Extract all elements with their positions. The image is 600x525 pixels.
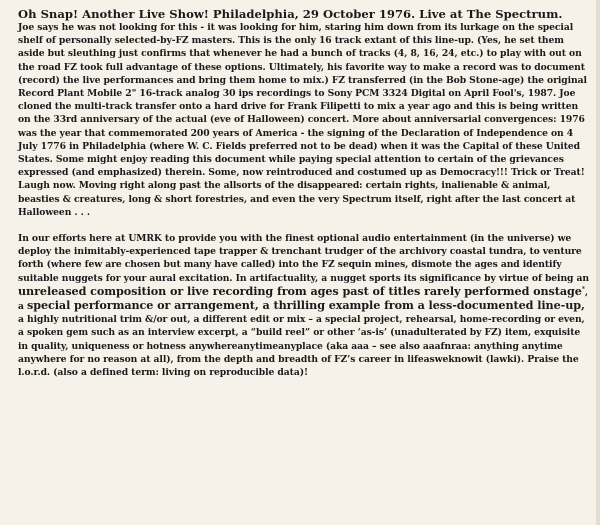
paragraph-umrk-comma: , a [18, 286, 588, 313]
emphasis-special-performance: special performance or arrangement, a thrilling example from a less-documented line-up, [27, 298, 585, 313]
footnote-mark: * [581, 285, 585, 293]
paragraph-intro: Joe says he was not looking for this - it was looking for him, staring him down from its lurkage on the special shelf of personally selected-by-FZ masters. This is the only 16 track extant of this line-up. (Yes, he set them aside but sleuthing just confirms that whenever he had a bunch of tracks (4, 8, 16, 24, etc.) to play with out on the road FZ took full advantage of these options. Ultimately, his favorite way to make a record was to document (record) the live performances and bring them home to mix.) FZ transferred (in the Bob Stone-age) the original Record Plant Mobile 2" 16-track analog 30 ips recordings to Sony PCM 3324 Digital on April Fool's, 1987. Joe cloned the multi-track transfer onto a hard drive for Frank Filipetti to mix a year ago and this is being written on the 33rd anniversary of the actual (eve of Halloween) concert. More about anniversarial convergences: 1976 was the year that commemorated 200 years of America - the signing of the Declaration of Independence on 4 July 1776 in Philadelphia (where W. C. Fields preferred not to be dead) when it was the Capital of these United States. Some might enjoy reading this document while paying special attention to certain of the grievances expressed (and emphasized) therein. Some, now reintroduced and costumed up as Democracy!!! Trick or Treat! Laugh now. Moving right along past the allsorts of the disappeared: certain rights, inalienable & animal, beasties & creatures, long & short forestries, and even the very Spectrum itself, right after the last concert at Halloween . . . [18, 22, 587, 218]
paragraph-spacer [18, 219, 592, 232]
paragraph-umrk-part1: In our efforts here at UMRK to provide you with the finest optional audio entertainment (in the universe) we deploy the inimitably-experienced tape trapper & trenchant trudger of the archivory coastal tundra, to venture forth (where few are chosen but many have called) into the FZ sequin mines, dismote the ages and identify suitable nuggets for your aural excitation. In artifactuality, a nugget sports its significance by virtue of being an [18, 233, 589, 284]
emphasis-unreleased: unreleased composition or live recording from ages past of titles rarely performed onstage [18, 283, 582, 298]
paragraph-umrk-part2: a highly nutritional trim &/or out, a different edit or mix – a special project, rehearsal, home-recording or even, a spoken gem such as an interview excerpt, a “build reel” or other ‘as-is’ (unadulterated by FZ) item, exquisite in quality, uniqueness or hotness anywhereanytimeanyplace (aka aaa – see also aaafnraa: anything anytime anywhere for no reason at all), from the depth and breadth of FZ’s career in lifeasweknowit (lawki). Praise the l.o.r.d. (also a defined term: living on reproducible data)! [18, 314, 585, 379]
document-title: Oh Snap! Another Live Show! Philadelphia, 29 October 1976. Live at The Spectrum. [18, 7, 563, 21]
page-edge-shadow [596, 0, 600, 525]
paragraph-umrk [18, 232, 592, 379]
